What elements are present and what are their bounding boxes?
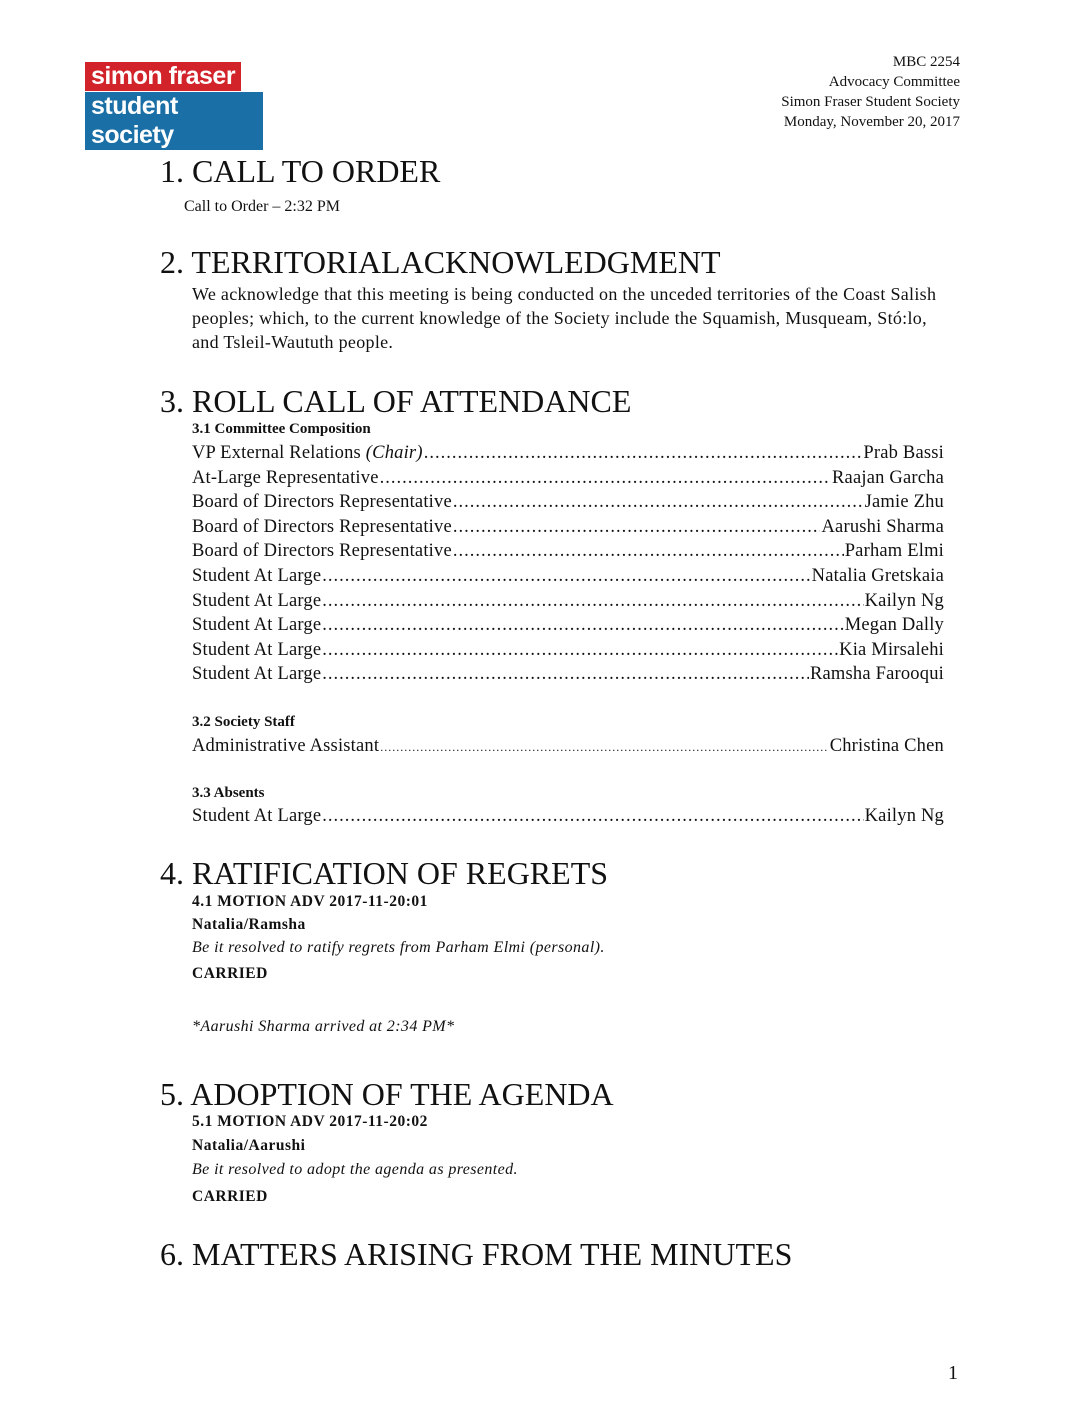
roster-position: Student At Large: [192, 664, 322, 685]
section-5-title: 5. ADOPTION OF THE AGENDA: [160, 1076, 614, 1112]
dot-leader: [453, 490, 864, 514]
dot-leader: [322, 638, 838, 662]
dot-leader: [322, 589, 863, 613]
motion-5-1: 5.1 MOTION ADV 2017-11-20:02: [192, 1113, 428, 1130]
logo-line-1: simon fraser: [85, 62, 241, 91]
motion-5-1-movers: Natalia/Aarushi: [192, 1137, 306, 1154]
roster-position: Student At Large: [192, 615, 322, 636]
roster-position: At-Large Representative: [192, 467, 379, 488]
roster-name: Kailyn Ng: [864, 806, 944, 826]
roster-position: Board of Directors Representative: [192, 516, 452, 537]
dot-leader: [453, 539, 844, 563]
roster-name: Prab Bassi: [863, 443, 944, 463]
dot-leader: [453, 515, 821, 539]
roster-row: [192, 734, 944, 759]
section-3-title: 3. ROLL CALL OF ATTENDANCE: [160, 383, 632, 419]
motion-4-1-result: CARRIED: [192, 965, 268, 982]
roster-position: Student At Large: [192, 639, 322, 660]
roster-row: [192, 466, 944, 490]
roster-position: Student At Large: [192, 590, 322, 611]
motion-4-1: 4.1 MOTION ADV 2017-11-20:01: [192, 893, 428, 910]
logo-line-2: student society: [85, 92, 263, 150]
roster-position: Student At Large: [192, 566, 322, 586]
section-1-title: 1. CALL TO ORDER: [160, 153, 441, 189]
roster-row: [192, 515, 944, 539]
territorial-acknowledgment-text: We acknowledge that this meeting is being conducted on the unceded territories of the Coast Salish peoples; which, to the current knowledge of the Society include the Squamish, Musqueam, Stó:lo, and Tsleil-Waututh people.: [192, 284, 937, 352]
committee-name: Advocacy Committee: [828, 74, 960, 90]
meeting-date: Monday, November 20, 2017: [783, 114, 960, 130]
roster-name: Ramsha Farooqui: [809, 664, 944, 685]
section-2-title: 2. TERRITORIALACKNOWLEDGMENT: [160, 244, 721, 280]
section-6-title: 6. MATTERS ARISING FROM THE MINUTES: [160, 1236, 793, 1272]
page-number: 1: [948, 1362, 958, 1384]
call-to-order-time: Call to Order – 2:32 PM: [184, 198, 340, 215]
arrival-note: *Aarushi Sharma arrived at 2:34 PM*: [192, 1018, 455, 1035]
roster-name: Jamie Zhu: [864, 492, 944, 513]
roster-position: Board of Directors Representative: [192, 541, 452, 562]
roster-name: Kailyn Ng: [864, 590, 944, 611]
roster-row: [192, 539, 944, 563]
motion-4-1-movers: Natalia/Ramsha: [192, 916, 306, 933]
roster-position: Student At Large: [192, 806, 322, 826]
roster-row: [192, 613, 944, 637]
doc-id: MBC 2254: [892, 54, 960, 70]
roster-name: Raajan Garcha: [832, 467, 944, 488]
roster-row: [192, 662, 944, 686]
subsection-3-2: 3.2 Society Staff: [192, 714, 295, 730]
roster-name: Aarushi Sharma: [821, 516, 944, 537]
roster-position: Administrative Assistant: [192, 736, 380, 756]
subsection-3-3: 3.3 Absents: [192, 785, 265, 801]
roster-name: Natalia Gretskaia: [811, 566, 944, 586]
roster-row: [192, 441, 944, 465]
dot-leader: [380, 466, 831, 490]
roster-name: Christina Chen: [829, 736, 944, 756]
motion-4-1-resolution: Be it resolved to ratify regrets from Parham Elmi (personal).: [192, 939, 605, 956]
roster-position: Board of Directors Representative: [192, 492, 452, 513]
roster-row: [192, 589, 944, 613]
dot-leader: [322, 564, 810, 588]
roster-name: Kia Mirsalehi: [839, 639, 944, 660]
dot-leader: [322, 804, 863, 828]
dot-leader: [380, 734, 828, 759]
roster-row: [192, 638, 944, 662]
motion-5-1-result: CARRIED: [192, 1188, 268, 1205]
document-header: [781, 52, 960, 132]
roster-name: Megan Dally: [844, 615, 944, 636]
subsection-3-1: 3.1 Committee Composition: [192, 421, 371, 437]
organization-name: Simon Fraser Student Society: [781, 94, 960, 110]
roster-position: VP External Relations (Chair): [192, 443, 423, 463]
roster-position-role: (Chair): [365, 443, 423, 463]
roster-row: [192, 804, 944, 828]
section-4-title: 4. RATIFICATION OF REGRETS: [160, 855, 609, 891]
dot-leader: [322, 662, 809, 686]
sfss-logo: [85, 62, 263, 150]
dot-leader: [424, 441, 863, 465]
dot-leader: [322, 613, 843, 637]
motion-5-1-resolution: Be it resolved to adopt the agenda as presented.: [192, 1161, 518, 1178]
roster-row: [192, 564, 944, 588]
roster-row: [192, 490, 944, 514]
roster-name: Parham Elmi: [844, 541, 944, 562]
